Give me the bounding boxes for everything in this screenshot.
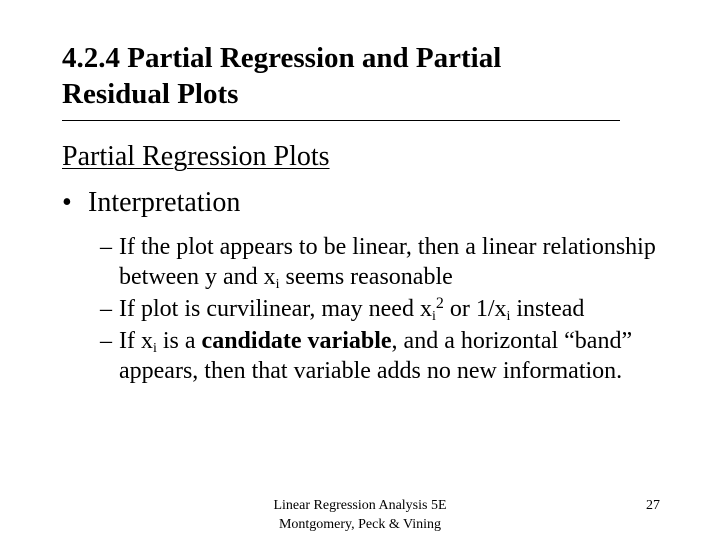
- bullet-text: Interpretation: [88, 187, 241, 218]
- subscript: i: [152, 341, 157, 356]
- bullet-item: [62, 186, 240, 220]
- sub-bullet-list: [100, 232, 680, 388]
- text-run: If plot is curvilinear, may need x: [119, 296, 432, 322]
- footer: [250, 496, 470, 534]
- text-run: is a: [156, 328, 202, 354]
- sub-bullet-dash: –: [100, 234, 112, 260]
- text-run: or 1/x: [443, 296, 507, 322]
- section-heading: Partial Regression Plots: [62, 141, 330, 172]
- text-run: seems reasonable: [279, 264, 453, 290]
- footer-line-2: Montgomery, Peck & Vining: [278, 517, 442, 532]
- subscript: i: [431, 309, 436, 324]
- sub-bullet-linear: [100, 232, 680, 292]
- sub-bullet-candidate: [100, 326, 680, 386]
- slide-title-line-1: 4.2.4 Partial Regression and Partial: [62, 42, 502, 74]
- sub-bullet-dash: –: [100, 328, 112, 354]
- text-run: If x: [119, 328, 153, 354]
- page-number: 27: [646, 498, 660, 513]
- bullet-dot: •: [62, 187, 72, 218]
- sub-bullet-curvilinear: [100, 294, 680, 324]
- sub-bullet-text: [119, 234, 656, 290]
- subscript: i: [275, 277, 280, 292]
- slide-title-line-2: Residual Plots: [62, 78, 239, 110]
- slide-title: [62, 40, 662, 112]
- sub-bullet-dash: –: [100, 296, 112, 322]
- title-divider: [62, 120, 620, 121]
- superscript: 2: [435, 295, 444, 312]
- text-run: instead: [510, 296, 585, 322]
- text-run: If the plot appears to be linear, then a linear relationship between y and x: [119, 234, 656, 290]
- bold-term: candidate variable: [201, 328, 392, 354]
- footer-line-1: Linear Regression Analysis 5E: [273, 498, 447, 513]
- text-run: , and a horizontal “band” appears, then that variable adds no new information.: [119, 328, 633, 384]
- sub-bullet-text: [119, 296, 584, 322]
- subscript: i: [506, 309, 511, 324]
- sub-bullet-text: [119, 328, 632, 384]
